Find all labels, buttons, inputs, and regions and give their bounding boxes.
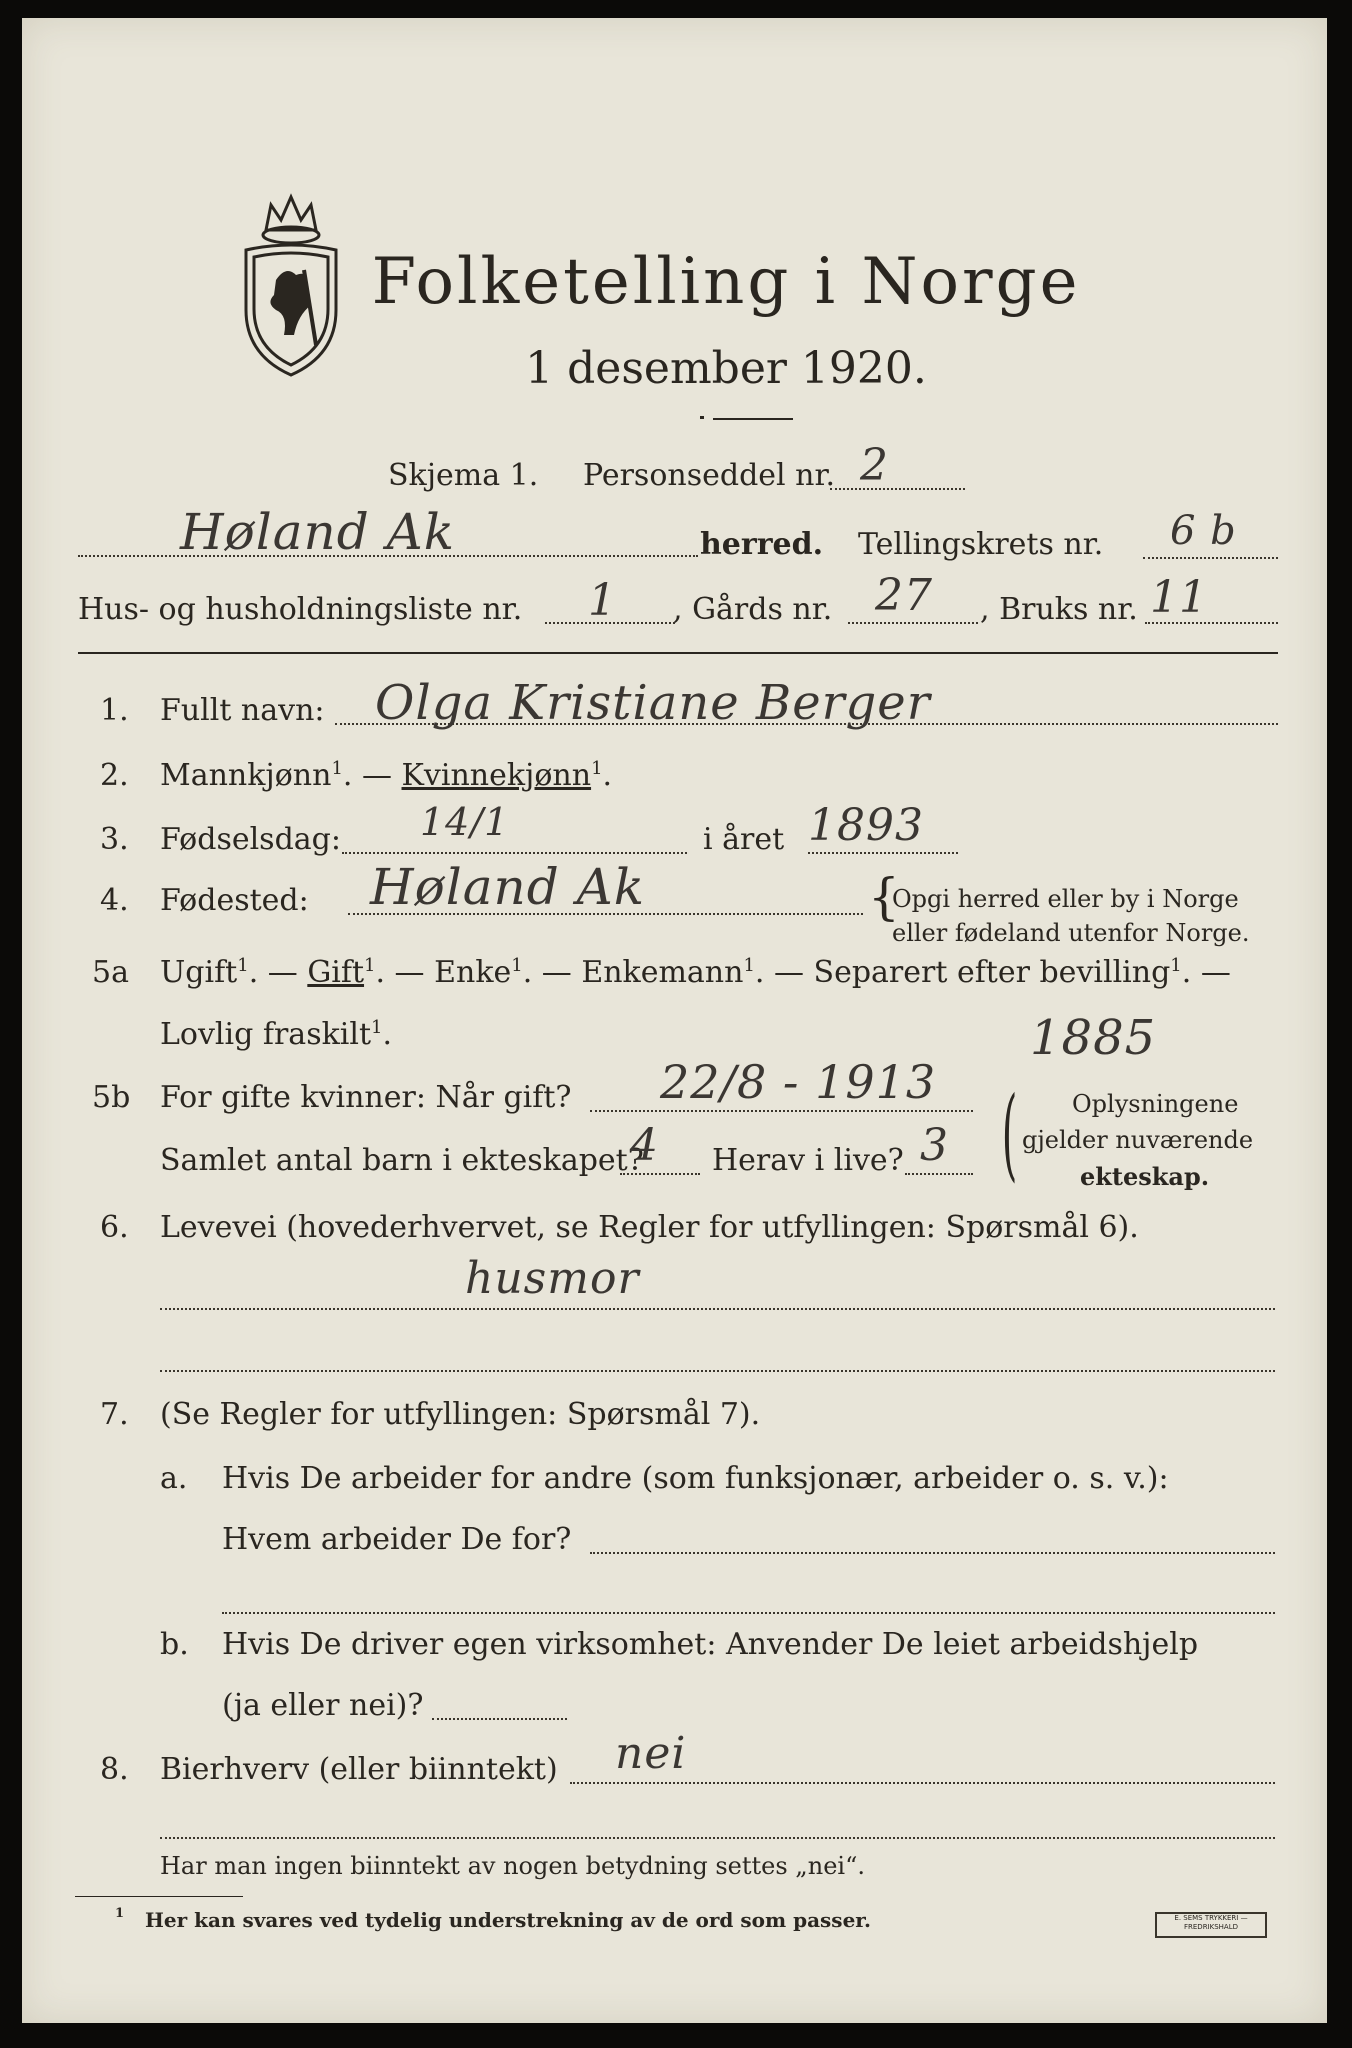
sex-separator: . — <box>342 758 392 793</box>
q6-number: 6. <box>100 1210 129 1245</box>
birthplace-value: Høland Ak <box>370 858 646 916</box>
marital-status-options: Ugift$^1$. — Gift$^1$. — Enke$^1$. — Enkemann$^1$. — Separert efter bevilling$^1$. — <box>160 955 1231 990</box>
married-date-field[interactable] <box>590 1110 973 1112</box>
birthplace-brace: { <box>868 868 900 926</box>
personseddel-label: Personseddel nr. <box>583 458 836 493</box>
married-note-3: ekteskap. <box>1080 1162 1210 1191</box>
footer-note: Har man ingen biinntekt av nogen betydning settes „nei“. <box>160 1852 865 1880</box>
gards-value: 27 <box>875 570 933 621</box>
header-divider <box>78 652 1278 654</box>
separator-dot <box>700 416 704 419</box>
birthyear-field[interactable] <box>808 852 958 854</box>
form-date: 1 desember 1920. <box>525 343 927 394</box>
personseddel-value: 2 <box>860 440 889 491</box>
enke-option[interactable]: Enke <box>434 955 512 990</box>
footnote-mark: 1 <box>115 1906 125 1921</box>
hus-label: Hus- og husholdningsliste nr. <box>78 592 523 627</box>
married-note-1: Oplysningene <box>1072 1090 1239 1118</box>
q3-label: Fødselsdag: <box>160 822 341 857</box>
birthdate-field[interactable] <box>342 852 687 854</box>
female-option[interactable]: Kvinnekjønn <box>401 758 592 793</box>
children-value: 4 <box>630 1120 659 1171</box>
married-date-value: 22/8 - 1913 <box>660 1055 937 1109</box>
full-name-value: Olga Kristiane Berger <box>375 675 931 731</box>
employer-field-2[interactable] <box>222 1612 1275 1614</box>
side-income-field-1[interactable] <box>570 1782 1275 1784</box>
q4-label: Fødested: <box>160 883 309 918</box>
separert-option[interactable]: Separert efter bevilling <box>813 955 1171 990</box>
married-date-label: For gifte kvinner: Når gift? <box>160 1080 572 1115</box>
male-option[interactable]: Mannkjønn <box>160 758 332 793</box>
year-label: i året <box>703 822 785 857</box>
q5b-number: 5b <box>92 1080 131 1115</box>
q3-number: 3. <box>100 822 129 857</box>
married-note-2: gjelder nuværende <box>1022 1126 1254 1154</box>
birthplace-note-2: eller fødeland utenfor Norge. <box>892 919 1250 947</box>
children-label: Samlet antal barn i ekteskapet? <box>160 1143 644 1178</box>
tellingskrets-field[interactable] <box>1143 557 1278 559</box>
q7-number: 7. <box>100 1397 129 1432</box>
fraskilt-line: Lovlig fraskilt$^1$. <box>160 1017 393 1052</box>
tellingskrets-label: Tellingskrets nr. <box>858 527 1104 562</box>
title-separator <box>713 418 793 420</box>
footnote-divider <box>75 1896 243 1897</box>
enkemann-option[interactable]: Enkemann <box>581 955 744 990</box>
alive-label: Herav i live? <box>712 1143 904 1178</box>
q7b-number: b. <box>160 1627 189 1662</box>
birthyear-value: 1893 <box>808 800 924 851</box>
q8-label: Bierhverv (eller biinntekt) <box>160 1752 558 1787</box>
alive-value: 3 <box>920 1120 949 1171</box>
employer-field-1[interactable] <box>590 1552 1275 1554</box>
bruks-label: , Bruks nr. <box>980 592 1138 627</box>
herred-label: herred. <box>700 527 824 562</box>
q1-label: Fullt navn: <box>160 693 325 728</box>
children-field[interactable] <box>620 1173 700 1175</box>
hus-value: 1 <box>588 575 617 626</box>
q4-number: 4. <box>100 883 129 918</box>
q6-label: Levevei (hovederhvervet, se Regler for utfyllingen: Spørsmål 6). <box>160 1210 1139 1245</box>
birthplace-note-1: Opgi herred eller by i Norge <box>892 885 1239 913</box>
married-brace: ( <box>1001 1075 1018 1192</box>
q2-number: 2. <box>100 758 129 793</box>
herred-value: Høland Ak <box>180 503 456 561</box>
birthdate-value: 14/1 <box>420 800 510 844</box>
q7b-sub-label: (ja eller nei)? <box>222 1688 424 1723</box>
q5a-number: 5a <box>92 955 129 990</box>
form-title: Folketelling i Norge <box>371 245 1081 319</box>
q7a-label: Hvis De arbeider for andre (som funksjonær, arbeider o. s. v.): <box>222 1461 1169 1496</box>
fraskilt-option[interactable]: Lovlig fraskilt <box>160 1017 372 1052</box>
hired-help-field[interactable] <box>432 1718 567 1720</box>
gift-option[interactable]: Gift <box>307 955 365 990</box>
occupation-field-2[interactable] <box>160 1370 1275 1372</box>
gards-field[interactable] <box>848 622 978 624</box>
skjema-label: Skjema 1. <box>388 458 539 493</box>
ugift-option[interactable]: Ugift <box>160 955 238 990</box>
side-note-year: 1885 <box>1030 1010 1157 1066</box>
printer-stamp: E. SEMS TRYKKERI — FREDRIKSHALD <box>1155 1912 1267 1938</box>
bruks-value: 11 <box>1150 572 1208 623</box>
q7b-label: Hvis De driver egen virksomhet: Anvender De leiet arbeidshjelp <box>222 1627 1199 1662</box>
q7a-number: a. <box>160 1461 188 1496</box>
q7a-sub-label: Hvem arbeider De for? <box>222 1522 572 1557</box>
tellingskrets-value: 6 b <box>1170 508 1237 554</box>
side-income-value: nei <box>615 1728 687 1779</box>
personseddel-field[interactable] <box>830 488 965 490</box>
sex-options: Mannkjønn$^1$. — Kvinnekjønn$^1$. <box>160 758 613 793</box>
q7-label: (Se Regler for utfyllingen: Spørsmål 7). <box>160 1397 761 1432</box>
q1-number: 1. <box>100 693 129 728</box>
occupation-value: husmor <box>465 1253 640 1304</box>
q8-number: 8. <box>100 1752 129 1787</box>
alive-field[interactable] <box>905 1173 973 1175</box>
footnote-text: Her kan svares ved tydelig understrekning av de ord som passer. <box>145 1908 871 1932</box>
gards-label: , Gårds nr. <box>673 592 833 627</box>
occupation-field-1[interactable] <box>160 1308 1275 1310</box>
side-income-field-2[interactable] <box>160 1837 1275 1839</box>
